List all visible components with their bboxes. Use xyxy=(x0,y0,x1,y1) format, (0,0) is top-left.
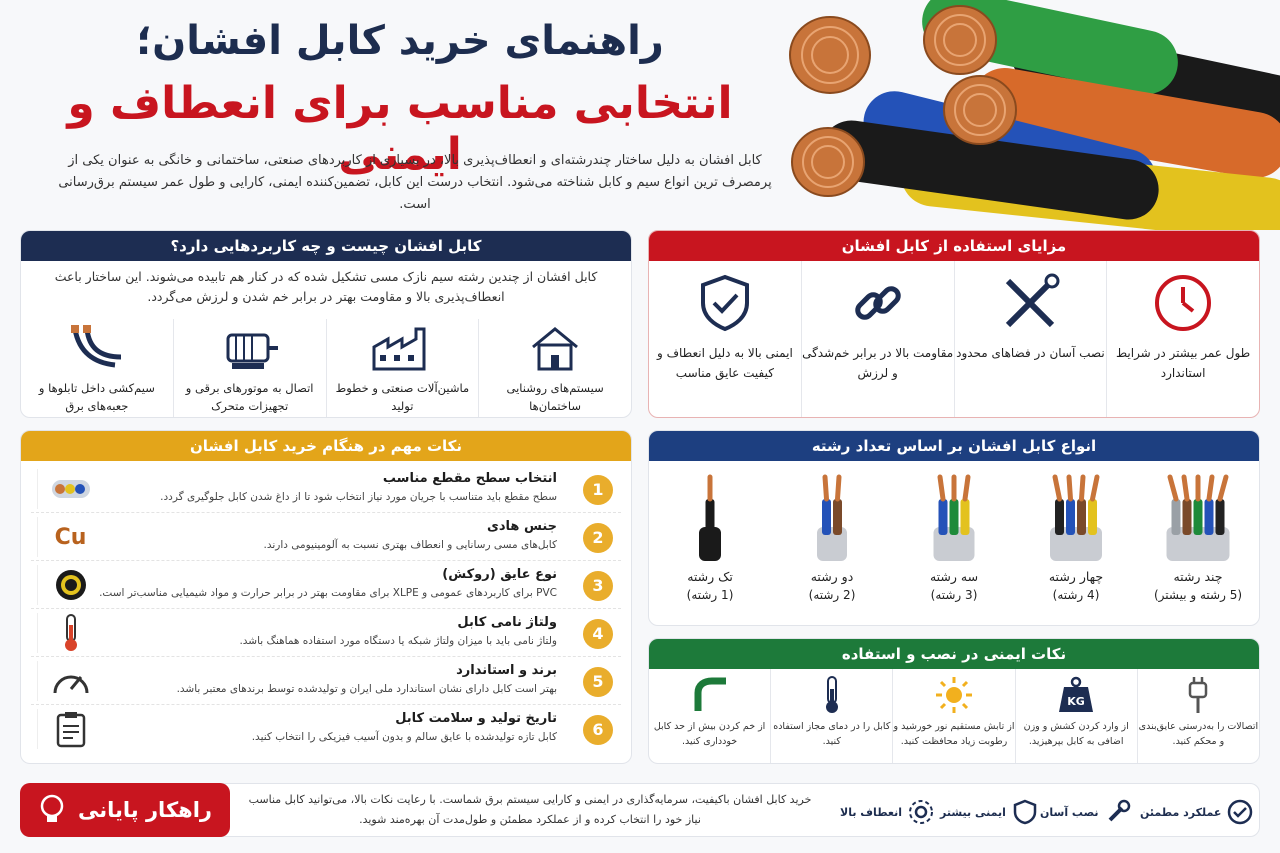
buying-tips-panel xyxy=(20,430,632,764)
cable-type-name: چند رشته xyxy=(1173,569,1223,584)
safety-label: از وارد کردن کشش و وزن اضافی به کابل بپرهیزید. xyxy=(1023,721,1129,747)
cable-type-name: چهار رشته xyxy=(1048,569,1104,584)
shield-check-icon xyxy=(695,273,755,333)
cable-type-card xyxy=(1137,461,1259,626)
tip-desc: PVC برای کاربردهای عمومی و XLPE برای مقاومت بهتر در برابر حرارت و مواد شیمیایی مناسب‌تر است. xyxy=(99,587,557,599)
clock-icon xyxy=(1153,273,1213,333)
safety-label: کابل را در دمای مجاز استفاده کنید. xyxy=(773,721,891,747)
factory-icon xyxy=(370,323,434,373)
use-label: ماشین‌آلات صنعتی و خطوط تولید xyxy=(335,381,470,413)
tip-desc: بهتر است کابل دارای نشان استاندارد ملی ایران و تولیدشده توسط برندهای معتبر باشد. xyxy=(176,683,557,695)
use-lighting xyxy=(478,319,631,417)
copper-icon: Cu xyxy=(54,524,87,550)
tip-title: برند و استاندارد xyxy=(456,663,557,678)
feature-easy-install xyxy=(1040,798,1131,826)
cable-type-count: (5 رشته و بیشتر) xyxy=(1153,588,1243,602)
cable-illustration xyxy=(670,471,750,563)
feature-flexibility xyxy=(840,798,934,826)
house-icon xyxy=(527,323,583,373)
final-solution-badge xyxy=(20,783,230,837)
copper-strand xyxy=(1184,477,1187,499)
tip-number: 3 xyxy=(583,571,613,601)
tip-item xyxy=(31,513,621,561)
tip-desc: کابل تازه تولیدشده با عایق سالم و بدون آسیب فیزیکی را انتخاب کنید. xyxy=(251,731,557,743)
feature-label: نصب آسان xyxy=(1040,805,1099,819)
advantage-durability xyxy=(801,261,954,417)
cable-core xyxy=(1066,499,1075,535)
cable-type-card xyxy=(1015,461,1137,626)
safety-label: از خم کردن بیش از حد کابل خودداری کنید. xyxy=(653,721,766,747)
wires-icon xyxy=(65,323,129,373)
feature-reliable xyxy=(1140,798,1253,826)
advantage-safety xyxy=(649,261,801,417)
wrench-icon xyxy=(1105,799,1131,825)
use-motors xyxy=(173,319,326,417)
weight-label: KG xyxy=(1067,695,1085,708)
copper-strand xyxy=(1093,477,1098,499)
cable-core xyxy=(1183,499,1192,535)
cable-type-name: سه رشته xyxy=(929,569,979,584)
hero-cables-image xyxy=(780,0,1280,230)
thermometer-icon xyxy=(820,675,844,715)
cable-core xyxy=(1172,499,1181,535)
cable-type-card xyxy=(649,461,771,626)
tip-title: تاریخ تولید و سلامت کابل xyxy=(395,711,557,726)
tip-number: 4 xyxy=(583,619,613,649)
cable-type-name: دو رشته xyxy=(810,569,854,584)
tip-number: 2 xyxy=(583,523,613,553)
what-is-panel xyxy=(20,230,632,418)
cable-core xyxy=(1194,499,1203,535)
copper-strand xyxy=(1082,477,1084,499)
feature-label: انعطاف بالا xyxy=(840,805,903,819)
tip-title: ولتاژ نامی کابل xyxy=(457,615,557,630)
use-label: سیم‌کشی داخل تابلوها و جعبه‌های برق xyxy=(38,381,155,413)
tip-title: انتخاب سطح مقطع مناسب xyxy=(382,471,557,486)
safety-panel xyxy=(648,638,1260,764)
cable-type-count: (1 رشته) xyxy=(686,588,734,602)
cable-type-card xyxy=(771,461,893,626)
cable-illustration xyxy=(1158,471,1238,563)
cable-type-name: تک رشته xyxy=(687,569,733,584)
feature-label: ایمنی بیشتر xyxy=(940,805,1006,819)
tip-desc: ولتاژ نامی باید با میزان ولتاژ شبکه یا دستگاه مورد استفاده هماهنگ باشد. xyxy=(239,635,557,647)
copper-strand xyxy=(1209,477,1212,499)
cable-core xyxy=(961,499,970,535)
tip-item xyxy=(31,705,621,753)
advantage-label: مقاومت بالا در برابر خم‌شدگی و لرزش xyxy=(802,346,954,380)
safety-label: از تابش مستقیم نور خورشید و رطوبت زیاد محافظت کنید. xyxy=(893,721,1015,747)
safety-item xyxy=(892,669,1014,763)
buying-tips-heading: نکات مهم در هنگام خرید کابل افشان xyxy=(21,431,631,461)
cable-core xyxy=(833,499,842,535)
safety-item xyxy=(1015,669,1137,763)
intro-text: کابل افشان به دلیل ساختار چندرشته‌ای و انعطاف‌پذیری بالا، در بسیاری از کاربردهای صنعتی، ساختمانی و خانگی به عنوان یکی از پرمصرف ترین انواع سیم و کابل شناخته می‌شود. انتخاب درست این کابل، تضمین‌کننده ایمنی، کارایی و طول عمر سیستم برق‌رسانی است. xyxy=(58,153,772,212)
insulation-icon xyxy=(51,567,91,603)
cable-core xyxy=(939,499,948,535)
advantage-longevity xyxy=(1106,261,1259,417)
cable-type-count: (3 رشته) xyxy=(930,588,978,602)
tools-icon xyxy=(1000,273,1060,333)
flex-icon xyxy=(908,799,934,825)
safety-item xyxy=(770,669,892,763)
tip-number: 5 xyxy=(583,667,613,697)
cable-jacket xyxy=(817,527,847,561)
copper-strand xyxy=(940,477,943,499)
cable-type-count: (2 رشته) xyxy=(808,588,856,602)
shield-icon xyxy=(1012,799,1038,825)
tip-desc: سطح مقطع باید متناسب با جریان مورد نیاز انتخاب شود تا از داغ شدن کابل جلوگیری گردد. xyxy=(160,491,557,503)
feature-safety xyxy=(940,798,1038,826)
tip-item xyxy=(31,657,621,705)
safety-heading: نکات ایمنی در نصب و استفاده xyxy=(649,639,1259,669)
page-title-line2: انتخابی مناسب برای انعطاف و ایمنی xyxy=(67,78,733,180)
use-label: سیستم‌های روشنایی ساختمان‌ها xyxy=(506,381,604,413)
cable-cross-section-icon xyxy=(46,472,96,506)
what-is-text: کابل افشان از چندین رشته سیم نازک مسی تشکیل شده که در کنار هم تابیده می‌شوند. این ساختار باعث انعطاف‌پذیری بالا و مقاومت بهتر در برابر خم شدن و لرزش می‌گردد. xyxy=(54,269,598,304)
safety-item xyxy=(649,669,770,763)
safety-item xyxy=(1137,669,1259,763)
advantage-label: ایمنی بالا به دلیل انعطاف و کیفیت عایق مناسب xyxy=(656,346,793,380)
copper-strand xyxy=(1055,477,1060,499)
page-title-line1: راهنمای خرید کابل افشان؛ xyxy=(136,18,664,64)
tip-number: 1 xyxy=(583,475,613,505)
copper-strand xyxy=(1170,477,1176,499)
copper-strand xyxy=(825,477,827,499)
copper-strand xyxy=(1220,477,1226,499)
cable-types-heading: انواع کابل افشان بر اساس تعداد رشته xyxy=(649,431,1259,461)
cable-illustration xyxy=(1036,471,1116,563)
advantages-panel xyxy=(648,230,1260,418)
final-solution-label: راهکار پایانی xyxy=(77,798,213,822)
cable-core xyxy=(1077,499,1086,535)
motor-icon xyxy=(218,323,282,373)
feature-label: عملکرد مطمئن xyxy=(1140,805,1222,819)
sun-icon xyxy=(934,675,974,715)
chain-link-icon xyxy=(848,273,908,333)
gauge-icon xyxy=(51,663,91,699)
weight-icon xyxy=(1056,675,1096,715)
final-solution-text: خرید کابل افشان باکیفیت، سرمایه‌گذاری در ایمنی و کارایی سیستم برق شماست. با رعایت نکات بالا، می‌توانید کابل مناسب نیاز خود را انتخاب کرده و از عملکرد مطمئن و طول‌مدت آن بهره‌مند شوید. xyxy=(248,793,812,826)
check-circle-icon xyxy=(1227,799,1253,825)
advantage-install xyxy=(954,261,1107,417)
copper-strand xyxy=(965,477,968,499)
cable-core xyxy=(822,499,831,535)
cable-type-count: (4 رشته) xyxy=(1052,588,1100,602)
cable-core xyxy=(1216,499,1225,535)
cable-type-card xyxy=(893,461,1015,626)
cable-core xyxy=(950,499,959,535)
copper-strand xyxy=(838,477,840,499)
plug-icon xyxy=(1181,675,1215,715)
tip-title: نوع عایق (روکش) xyxy=(442,567,557,582)
thermometer-icon xyxy=(59,613,83,653)
use-panels xyxy=(21,319,173,417)
tip-desc: کابل‌های مسی رسانایی و انعطاف بهتری نسبت به آلومینیومی دارند. xyxy=(263,539,557,551)
tip-item xyxy=(31,465,621,513)
lightbulb-icon xyxy=(38,794,66,826)
cable-illustration xyxy=(914,471,994,563)
bent-cable-icon xyxy=(690,675,730,715)
safety-label: اتصالات را به‌درستی عایق‌بندی و محکم کنید. xyxy=(1138,721,1259,747)
copper-strand xyxy=(1069,477,1071,499)
cable-core xyxy=(1055,499,1064,535)
what-is-heading: کابل افشان چیست و چه کاربردهایی دارد؟ xyxy=(21,231,631,261)
cable-types-panel xyxy=(648,430,1260,626)
cable-illustration xyxy=(792,471,872,563)
advantage-label: طول عمر بیشتر در شرایط استاندارد xyxy=(1116,346,1251,380)
advantages-heading: مزایای استفاده از کابل افشان xyxy=(649,231,1259,261)
tip-item xyxy=(31,561,621,609)
cable-core xyxy=(1088,499,1097,535)
tip-number: 6 xyxy=(583,715,613,745)
cable-core xyxy=(706,499,715,535)
clipboard-icon xyxy=(55,710,87,748)
use-industrial xyxy=(326,319,479,417)
tip-title: جنس هادی xyxy=(486,519,557,534)
use-label: اتصال به موتورهای برقی و تجهیزات متحرک xyxy=(185,381,314,413)
advantage-label: نصب آسان در فضاهای محدود xyxy=(956,346,1105,360)
tip-item xyxy=(31,609,621,657)
cable-core xyxy=(1205,499,1214,535)
